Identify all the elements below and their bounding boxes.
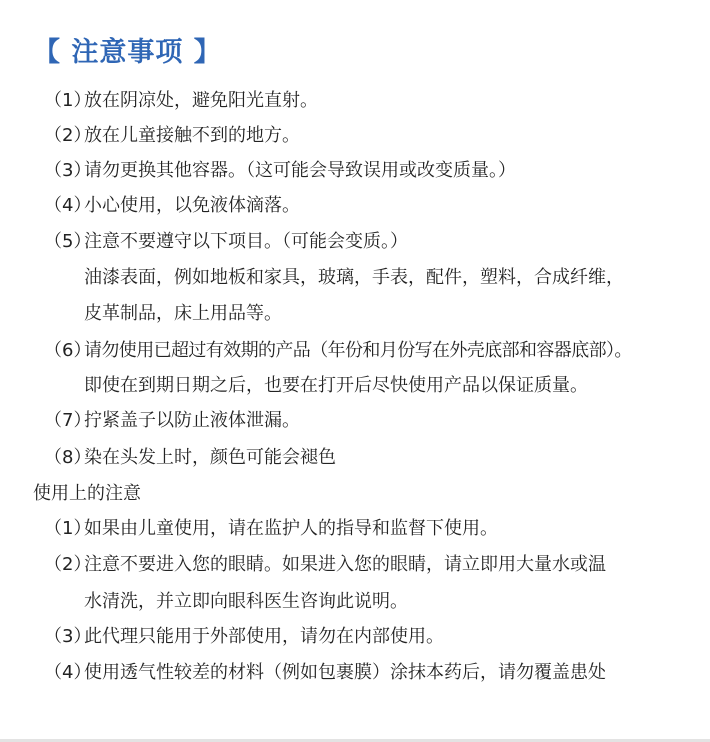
- item-number: （3）: [44, 160, 92, 181]
- item-text: 放在阴凉处，避免阳光直射。: [84, 90, 318, 111]
- item-number: （1）: [44, 90, 92, 111]
- item-text: 使用透气性较差的材料（例如包裹膜）涂抹本药后，请勿覆盖患处: [84, 662, 606, 683]
- item-text-continuation: 皮革制品，床上用品等。: [84, 303, 282, 324]
- item-text: 请勿更换其他容器。（这可能会导致误用或改变质量。）: [84, 160, 516, 181]
- item-text: 此代理只能用于外部使用，请勿在内部使用。: [84, 626, 444, 647]
- item-number: （2）: [44, 554, 92, 575]
- item-number: （8）: [44, 447, 92, 468]
- item-text: 小心使用，以免液体滴落。: [84, 195, 300, 216]
- item-number: （2）: [44, 125, 92, 146]
- item-text-continuation: 油漆表面，例如地板和家具，玻璃，手表，配件，塑料，合成纤维，: [84, 267, 624, 288]
- item-number: （1）: [44, 518, 92, 539]
- item-text: 请勿使用已超过有效期的产品（年份和月份写在外壳底部和容器底部）。: [84, 340, 632, 361]
- item-number: （4）: [44, 195, 92, 216]
- item-text: 拧紧盖子以防止液体泄漏。: [84, 410, 300, 431]
- item-text-continuation: 即使在到期日期之后，也要在打开后尽快使用产品以保证质量。: [84, 375, 588, 396]
- item-text: 注意不要进入您的眼睛。如果进入您的眼睛，请立即用大量水或温: [84, 554, 606, 575]
- item-number: （3）: [44, 626, 92, 647]
- item-text: 染在头发上时，颜色可能会褪色: [84, 447, 336, 468]
- item-text-continuation: 水清洗，并立即向眼科医生咨询此说明。: [84, 591, 408, 612]
- item-number: （5）: [44, 231, 92, 252]
- page-title: 【 注意事项 】: [33, 37, 222, 68]
- item-text: 如果由儿童使用，请在监护人的指导和监督下使用。: [84, 518, 498, 539]
- item-number: （4）: [44, 662, 92, 683]
- item-text: 注意不要遵守以下项目。（可能会变质。）: [84, 231, 408, 252]
- usage-title: 使用上的注意: [33, 483, 141, 504]
- item-number: （7）: [44, 410, 92, 431]
- item-text: 放在儿童接触不到的地方。: [84, 125, 300, 146]
- item-number: （6）: [44, 340, 92, 361]
